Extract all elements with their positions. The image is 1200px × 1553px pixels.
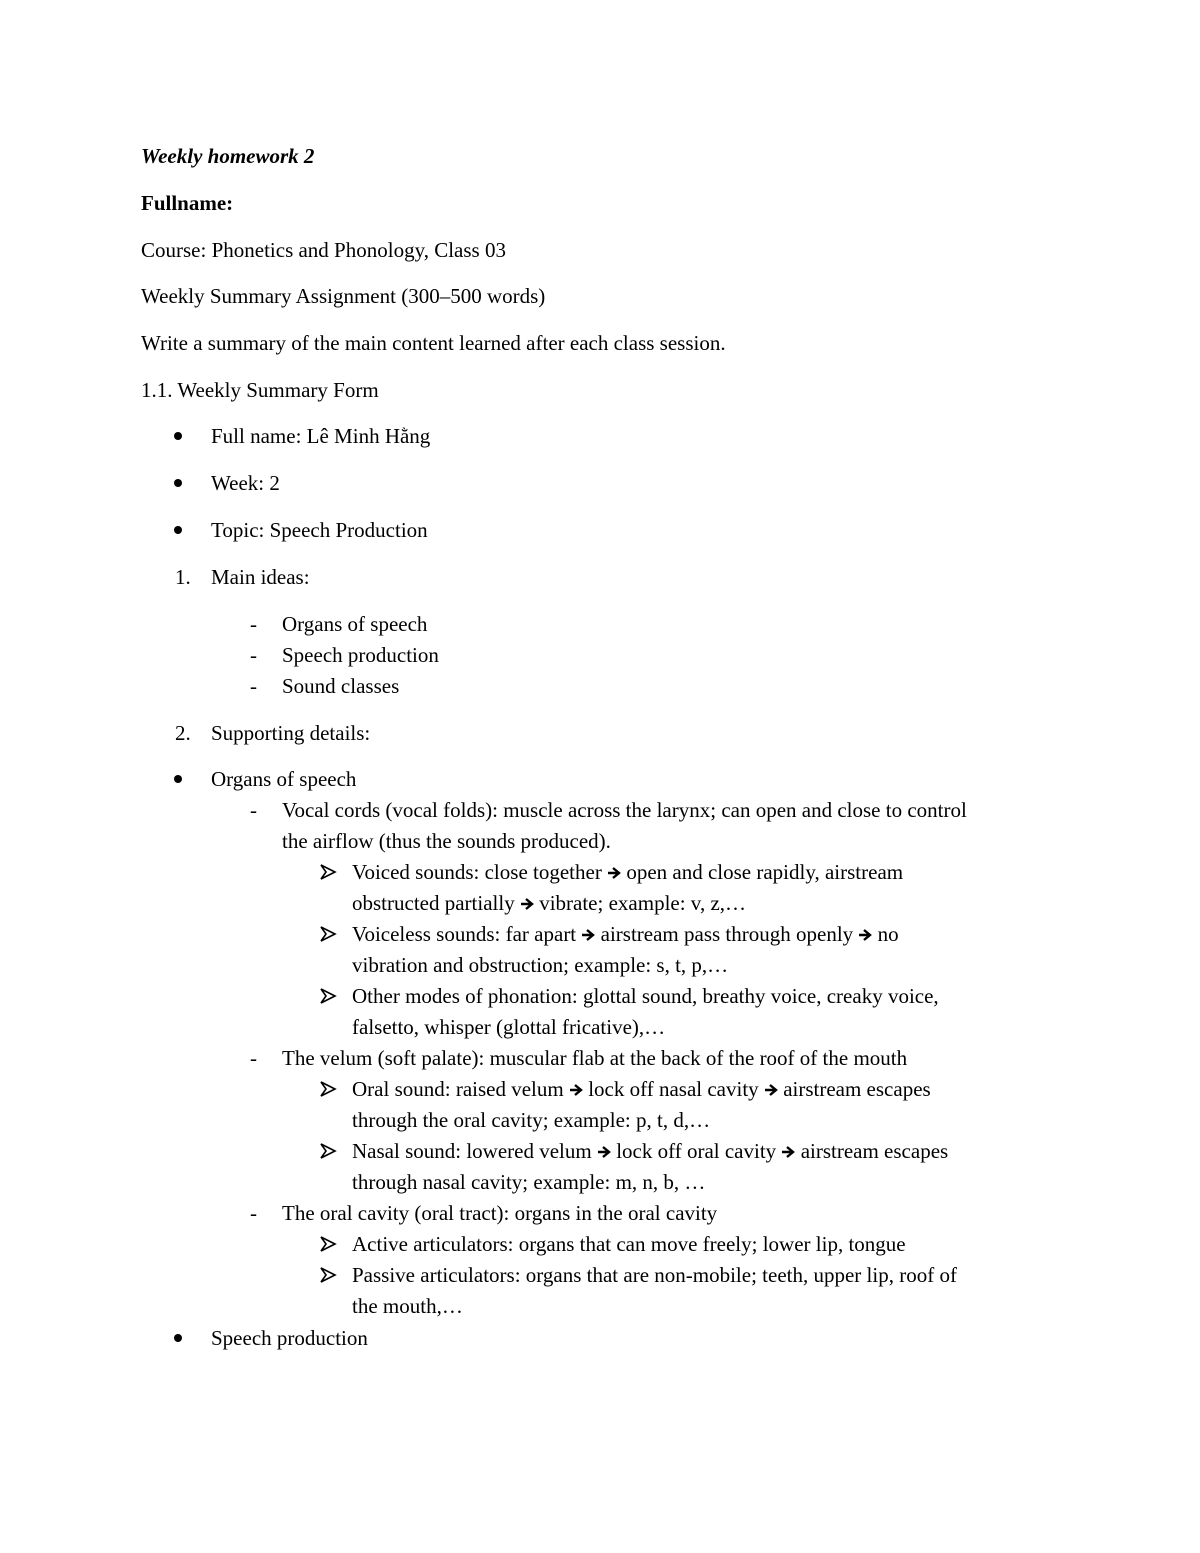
arrowhead-bullet-icon: [319, 1142, 337, 1160]
organs-heading: Organs of speech: [211, 767, 357, 791]
course-line: Course: Phonetics and Phonology, Class 03: [141, 238, 506, 262]
voiceless-sounds-line-2: vibration and obstruction; example: s, t, p,…: [352, 953, 729, 977]
arrowhead-bullet-icon: [319, 1266, 337, 1284]
arrowhead-bullet-icon: [319, 925, 337, 943]
arrowhead-bullet-icon: [319, 1235, 337, 1253]
main-ideas-label: Main ideas:: [211, 565, 310, 589]
other-modes-line-1: Other modes of phonation: glottal sound, breathy voice, creaky voice,: [352, 984, 939, 1008]
arrowhead-bullet-icon: [319, 987, 337, 1005]
list-number: 1.: [175, 565, 191, 589]
vocal-cords-line-1: Vocal cords (vocal folds): muscle across the larynx; can open and close to control: [282, 798, 967, 822]
right-arrow-icon: [764, 1083, 778, 1097]
week-field: Week: 2: [211, 471, 280, 495]
oral-sound-line-2: through the oral cavity; example: p, t, d,…: [352, 1108, 711, 1132]
dash-marker: -: [250, 798, 257, 822]
active-articulators-line: Active articulators: organs that can move freely; lower lip, tongue: [352, 1232, 906, 1256]
passive-articulators-line-2: the mouth,…: [352, 1294, 463, 1318]
full-name-field: Full name: Lê Minh Hằng: [211, 424, 431, 448]
arrowhead-bullet-icon: [319, 863, 337, 881]
oral-sound-line-1: [352, 1075, 931, 1103]
assignment-line: Weekly Summary Assignment (300–500 words): [141, 284, 546, 308]
text-segment: Voiced sounds: close together: [352, 860, 602, 884]
other-modes-line-2: falsetto, whisper (glottal fricative),…: [352, 1015, 666, 1039]
text-segment: lock off nasal cavity: [588, 1077, 759, 1101]
dash-marker: -: [250, 612, 257, 636]
text-segment: vibrate; example: v, z,…: [539, 891, 747, 915]
bullet-icon: [174, 432, 182, 440]
arrowhead-bullet-icon: [319, 1080, 337, 1098]
supporting-label: Supporting details:: [211, 721, 371, 745]
voiced-sounds-line-2: [352, 889, 746, 917]
oral-cavity-line: The oral cavity (oral tract): organs in the oral cavity: [282, 1201, 718, 1225]
voiceless-sounds-line-1: [352, 920, 899, 948]
bullet-icon: [174, 526, 182, 534]
text-segment: no: [877, 922, 899, 946]
voiced-sounds-line-1: [352, 858, 903, 886]
text-segment: airstream escapes: [783, 1077, 931, 1101]
list-number: 2.: [175, 721, 191, 745]
text-segment: Voiceless sounds: far apart: [352, 922, 577, 946]
vocal-cords-line-2: the airflow (thus the sounds produced).: [282, 829, 611, 853]
speech-production-heading: Speech production: [211, 1326, 368, 1350]
topic-field: Topic: Speech Production: [211, 518, 428, 542]
right-arrow-icon: [569, 1083, 583, 1097]
right-arrow-icon: [597, 1145, 611, 1159]
form-heading: 1.1. Weekly Summary Form: [141, 378, 379, 402]
text-segment: Nasal sound: lowered velum: [352, 1139, 592, 1163]
velum-line: The velum (soft palate): muscular flab at the back of the roof of the mouth: [282, 1046, 908, 1070]
dash-marker: -: [250, 643, 257, 667]
right-arrow-icon: [607, 866, 621, 880]
right-arrow-icon: [581, 928, 595, 942]
right-arrow-icon: [781, 1145, 795, 1159]
right-arrow-icon: [858, 928, 872, 942]
right-arrow-icon: [520, 897, 534, 911]
text-segment: airstream escapes: [800, 1139, 949, 1163]
bullet-icon: [174, 479, 182, 487]
text-segment: obstructed partially: [352, 891, 515, 915]
main-idea-item: Speech production: [282, 643, 439, 667]
dash-marker: -: [250, 1046, 257, 1070]
text-segment: open and close rapidly, airstream: [626, 860, 904, 884]
instruction-line: Write a summary of the main content learned after each class session.: [141, 331, 726, 355]
main-idea-item: Sound classes: [282, 674, 400, 698]
text-segment: Oral sound: raised velum: [352, 1077, 564, 1101]
text-segment: airstream pass through openly: [600, 922, 854, 946]
dash-marker: -: [250, 1201, 257, 1225]
document-title: Weekly homework 2: [141, 144, 315, 168]
bullet-icon: [174, 1334, 182, 1342]
text-segment: lock off oral cavity: [616, 1139, 777, 1163]
passive-articulators-line-1: Passive articulators: organs that are non-mobile; teeth, upper lip, roof of: [352, 1263, 957, 1287]
dash-marker: -: [250, 674, 257, 698]
fullname-label: Fullname:: [141, 191, 234, 215]
main-idea-item: Organs of speech: [282, 612, 428, 636]
nasal-sound-line-2: through nasal cavity; example: m, n, b, …: [352, 1170, 706, 1194]
nasal-sound-line-1: [352, 1137, 948, 1165]
bullet-icon: [174, 775, 182, 783]
